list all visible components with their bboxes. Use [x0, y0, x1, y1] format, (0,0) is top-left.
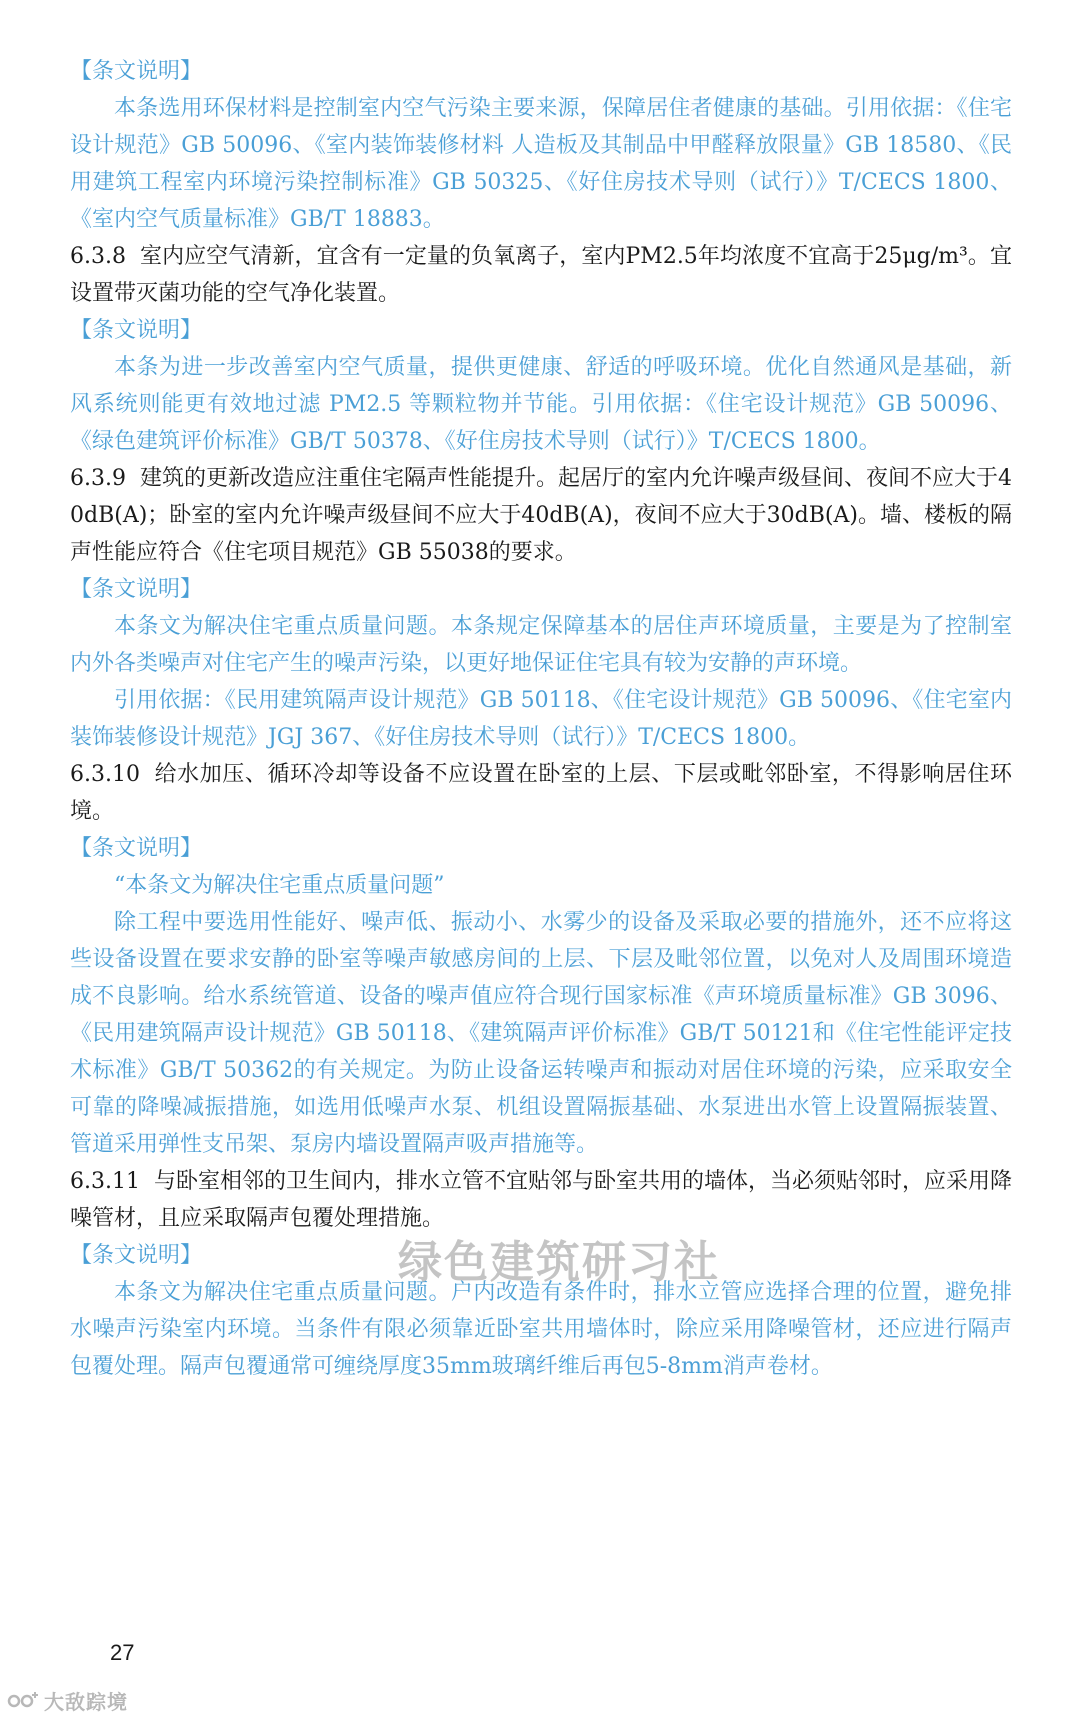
bottom-logo [6, 1686, 128, 1715]
clause-number: 6.3.11 [70, 1169, 140, 1194]
explanation-paragraph: “本条文为解决住宅重点质量问题” [114, 873, 445, 898]
explanation-paragraph: 本条为进一步改善室内空气质量，提供更健康、舒适的呼吸环境。优化自然通风是基础，新风系统则能更有效地过滤 PM2.5 等颗粒物并节能。引用依据：《住宅设计规范》GB 50096、《绿色建筑评价标准》GB/T 50378、《好住房技术导则（试行）》T/CECS 1800。 [70, 355, 1012, 454]
watermark: 绿色建筑研习社 [398, 1237, 720, 1288]
explanation-paragraph: 本条文为解决住宅重点质量问题。户内改造有条件时，排水立管应选择合理的位置，避免排水噪声污染室内环境。当条件有限必须靠近卧室共用墙体时，除应采用降噪管材，还应进行隔声包覆处理。隔声包覆通常可缠绕厚度35mm玻璃纤维后再包5-8mm消声卷材。 [70, 1280, 1012, 1379]
explanation-paragraph: 除工程中要选用性能好、噪声低、振动小、水雾少的设备及采取必要的措施外，还不应将这些设备设置在要求安静的卧室等噪声敏感房间的上层、下层及毗邻位置，以免对人及周围环境造成不良影响。给水系统管道、设备的噪声值应符合现行国家标准《声环境质量标准》GB 3096、《民用建筑隔声设计规范》GB 50118、《建筑隔声评价标准》GB/T 50121和《住宅性能评定技术标准》GB/T 50362的有关规定。为防止设备运转噪声和振动对居住环境的污染，应采取安全可靠的降噪减振措施，如选用低噪声水泵、机组设置隔振基础、水泵进出水管上设置隔振装置、管道采用弹性支吊架、泵房内墙设置隔声吸声措施等。 [70, 910, 1012, 1157]
explanation-heading: 【条文说明】 [70, 577, 203, 602]
explanation-heading: 【条文说明】 [70, 836, 203, 861]
explanation-heading: 【条文说明】 [70, 1243, 203, 1268]
clause-paragraph [70, 460, 1012, 571]
clause-paragraph [70, 756, 1012, 830]
explanation-paragraph: 引用依据：《民用建筑隔声设计规范》GB 50118、《住宅设计规范》GB 50096、《住宅室内装饰装修设计规范》JGJ 367、《好住房技术导则（试行）》T/CECS 1800。 [70, 688, 1012, 750]
explanation-heading: 【条文说明】 [70, 59, 203, 84]
clause-text: 与卧室相邻的卫生间内，排水立管不宜贴邻与卧室共用的墙体，当必须贴邻时，应采用降噪管材，且应采取隔声包覆处理措施。 [70, 1169, 1012, 1231]
clause-paragraph [70, 238, 1012, 312]
document-body [70, 53, 1012, 1385]
bottom-logo-text: 大敌踪境 [44, 1690, 128, 1714]
logo-icon [6, 1689, 40, 1713]
clause-text: 给水加压、循环冷却等设备不应设置在卧室的上层、下层或毗邻卧室，不得影响居住环境。 [70, 762, 1012, 824]
explanation-heading: 【条文说明】 [70, 318, 203, 343]
clause-number: 6.3.10 [70, 762, 140, 787]
page-number: 27 [110, 1640, 135, 1665]
clause-number: 6.3.8 [70, 244, 126, 269]
clause-number: 6.3.9 [70, 466, 126, 491]
explanation-paragraph: 本条选用环保材料是控制室内空气污染主要来源，保障居住者健康的基础。引用依据：《住宅设计规范》GB 50096、《室内装饰装修材料 人造板及其制品中甲醛释放限量》GB 18580、《民用建筑工程室内环境污染控制标准》GB 50325、《好住房技术导则（试行）》T/CECS 1800、《室内空气质量标准》GB/T 18883。 [70, 96, 1012, 232]
clause-text: 室内应空气清新，宜含有一定量的负氧离子，室内PM2.5年均浓度不宜高于25μg/m³。宜设置带灭菌功能的空气净化装置。 [70, 244, 1012, 306]
explanation-paragraph: 本条文为解决住宅重点质量问题。本条规定保障基本的居住声环境质量，主要是为了控制室内外各类噪声对住宅产生的噪声污染，以更好地保证住宅具有较为安静的声环境。 [70, 614, 1012, 676]
clause-text: 建筑的更新改造应注重住宅隔声性能提升。起居厅的室内允许噪声级昼间、夜间不应大于40dB(A)；卧室的室内允许噪声级昼间不应大于40dB(A)，夜间不应大于30dB(A)。墙、楼板的隔声性能应符合《住宅项目规范》GB 55038的要求。 [70, 466, 1012, 565]
